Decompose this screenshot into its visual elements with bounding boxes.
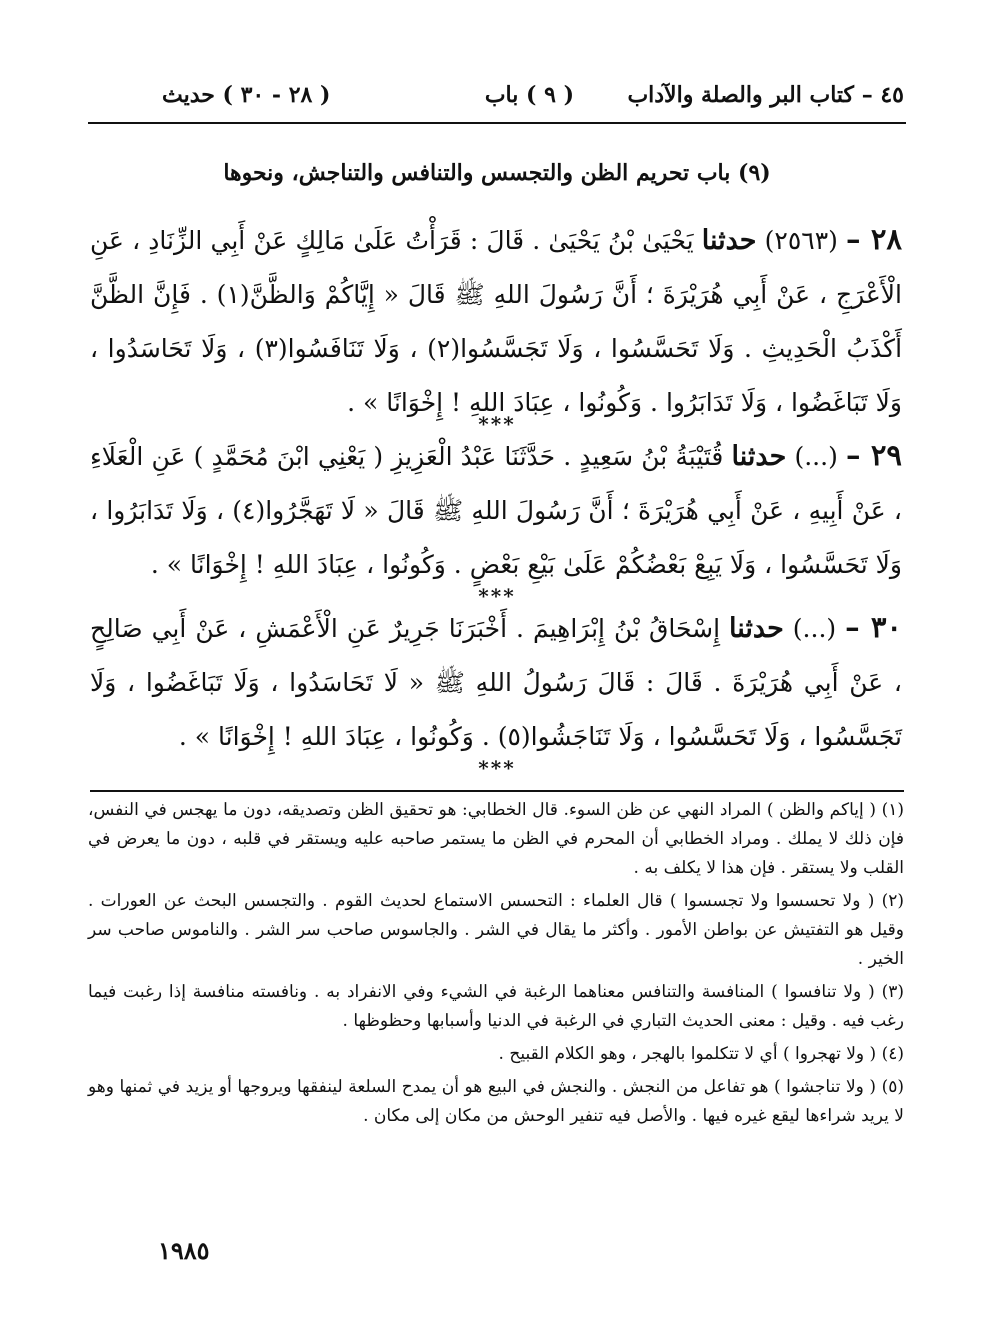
page-number: ١٩٨٥	[158, 1236, 210, 1265]
narration-word: حدثنا	[731, 441, 787, 472]
footnote-1: (١) ( إياكم والظن ) المراد النهي عن ظن السوء. قال الخطابي: هو تحقيق الظن وتصديقه، دون ما يهجس في النفس، فإن ذلك لا يملك . ومراد الخطابي أن المحرم في الظن ما يستمر صاحبه عليه ويستقر في قلبه ، دون ما يعرض في القلب ولا يستقر . فإن هذا لا يكلف به .	[88, 800, 904, 878]
hadith-number: ٢٩ –	[846, 438, 902, 472]
hadith-reference: (٢٥٦٣)	[764, 226, 838, 255]
separator-stars: ***	[478, 412, 516, 436]
running-header	[90, 82, 904, 118]
footnote-3: (٣) ( ولا تنافسوا ) المنافسة والتنافس معناهما الرغبة في الشيء وفي الانفراد به . ونافسته منافسة إذا رغبت فيما رغب فيه . وقيل : معنى الحديث التباري في الرغبة في الدنيا وأسبابها وحظوظها .	[88, 982, 904, 1031]
footnote-5: (٥) ( ولا تناجشوا ) هو تفاعل من النجش . والنجش في البيع هو أن يمدح السلعة لينفقها ويروجها أو يزيد في ثمنها وهو لا يريد شراءها ليقع غيره فيها . والأصل فيه تنفير الوحش من مكان إلى مكان .	[88, 1077, 904, 1126]
narration-word: حدثنا	[729, 613, 784, 644]
hadith-reference: (...)	[794, 442, 838, 471]
header-hadith-range: ( ٢٨ - ٣٠ ) حديث	[162, 82, 331, 108]
hadith-28	[90, 212, 902, 430]
footnotes	[88, 796, 904, 1135]
header-rule	[88, 122, 906, 124]
header-book-title: ٤٥ – كتاب البر والصلة والآداب	[627, 82, 904, 108]
hadith-29	[90, 428, 902, 592]
separator-stars: ***	[478, 584, 516, 608]
footnote-2: (٢) ( ولا تحسسوا ولا تجسسوا ) قال العلماء : التحسس الاستماع لحديث القوم . والتجسس البحث عن العورات . وقيل هو التفتيش عن بواطن الأمور . وأكثر ما يقال في الشر . والجاسوس صاحب سر الشر . والناموس صاحب سر الخير .	[88, 891, 904, 969]
header-chapter: ( ٩ ) باب	[484, 82, 574, 108]
hadith-number: ٣٠ –	[845, 610, 902, 644]
chapter-title: (٩) باب تحريم الظن والتجسس والتنافس والتناجش، ونحوها	[223, 160, 771, 186]
hadith-text: يَحْيَىٰ بْنُ يَحْيَىٰ . قَالَ : قَرَأْتُ عَلَىٰ مَالِكٍ عَنْ أَبِي الزِّنَادِ ، عَنِ الْأَعْرَجِ ، عَنْ أَبِي هُرَيْرَةَ ؛ أَنَّ رَسُولَ اللهِ ﷺ قَالَ « إِيَّاكُمْ وَالظَّنَّ(١) . فَإِنَّ الظَّنَّ أَكْذَبُ الْحَدِيثِ . وَلَا تَحَسَّسُوا ، وَلَا تَجَسَّسُوا(٢) ، وَلَا تَنَافَسُوا(٣) ، وَلَا تَحَاسَدُوا ، وَلَا تَبَاغَضُوا ، وَلَا تَدَابَرُوا . وَكُونُوا ، عِبَادَ اللهِ ! إِخْوَانًا » .	[90, 226, 903, 417]
hadith-text: إِسْحَاقُ بْنُ إِبْرَاهِيمَ . أَخْبَرَنَا جَرِيرٌ عَنِ الْأَعْمَشِ ، عَنْ أَبِي صَالِحٍ ، عَنْ أَبِي هُرَيْرَةَ . قَالَ : قَالَ رَسُولُ اللهِ ﷺ « لَا تَحَاسَدُوا ، وَلَا تَبَاغَضُوا ، وَلَا تَجَسَّسُوا ، وَلَا تَحَسَّسُوا ، وَلَا تَنَاجَشُوا(٥) . وَكُونُوا ، عِبَادَ اللهِ ! إِخْوَانًا » .	[90, 614, 902, 751]
footnote-rule	[90, 790, 904, 792]
hadith-number: ٢٨ –	[846, 222, 902, 256]
narration-word: حدثنا	[701, 225, 757, 256]
separator-stars: ***	[478, 756, 516, 780]
footnote-4: (٤) ( ولا تهجروا ) أي لا تتكلموا بالهجر ، وهو الكلام القبيح .	[498, 1044, 904, 1064]
hadith-text: قُتَيْبَةُ بْنُ سَعِيدٍ . حَدَّثَنَا عَبْدُ الْعَزِيزِ ( يَعْنِي ابْنَ مُحَمَّدٍ ) عَنِ الْعَلَاءِ ، عَنْ أَبِيهِ ، عَنْ أَبِي هُرَيْرَةَ ؛ أَنَّ رَسُولَ اللهِ ﷺ قَالَ « لَا تَهَجَّرُوا(٤) ، وَلَا تَدَابَرُوا ، وَلَا تَحَسَّسُوا ، وَلَا يَبِعْ بَعْضُكُمْ عَلَىٰ بَيْعِ بَعْضٍ . وَكُونُوا ، عِبَادَ اللهِ ! إِخْوَانًا » .	[90, 442, 903, 579]
hadith-reference: (...)	[792, 614, 837, 643]
hadith-30	[90, 600, 902, 764]
